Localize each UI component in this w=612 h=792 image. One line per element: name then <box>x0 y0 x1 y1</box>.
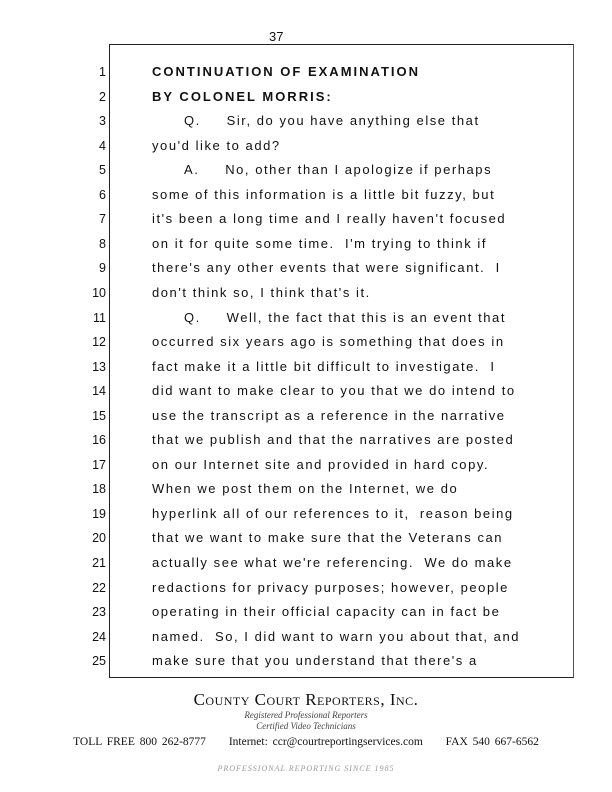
line-number: 16 <box>92 433 106 448</box>
line-number: 9 <box>99 261 106 276</box>
transcript-line: actually see what we're referencing. We do make <box>152 555 513 570</box>
line-number: 3 <box>99 114 106 129</box>
transcript-line: it's been a long time and I really haven't focused <box>152 211 507 227</box>
transcript-line: some of this information is a little bit fuzzy, but <box>152 186 496 202</box>
line-number: 25 <box>92 654 106 669</box>
transcript-line: don't think so, I think that's it. <box>152 284 371 300</box>
line-number: 14 <box>92 384 106 399</box>
transcript-line: operating in their official capacity can in fact be <box>152 604 501 620</box>
transcript-line: hyperlink all of our references to it, reason being <box>152 505 514 521</box>
page-number: 37 <box>266 30 286 44</box>
line-number: 5 <box>99 163 106 178</box>
transcript-line: use the transcript as a reference in the narrative <box>152 407 506 423</box>
line-number: 23 <box>92 605 106 620</box>
line-number: 8 <box>99 236 106 251</box>
line-number: 11 <box>93 310 106 325</box>
line-number: 18 <box>92 482 106 497</box>
tagline-1: Registered Professional Reporters <box>244 710 368 720</box>
transcript-line: there's any other events that were significant. I <box>152 260 501 276</box>
transcript-line: Q. Well, the fact that this is an event that <box>184 309 507 325</box>
line-number: 2 <box>99 89 106 104</box>
transcript-line: fact make it a little bit difficult to investigate. I <box>152 358 496 374</box>
toll-free: TOLL FREE 800 262-8777 <box>73 736 206 748</box>
line-number: 12 <box>92 335 106 350</box>
transcript-line: make sure that you understand that there's a <box>152 653 478 669</box>
tagline-2: Certified Video Technicians <box>256 721 356 731</box>
internet-email: Internet: ccr@courtreportingservices.com <box>228 736 423 748</box>
line-number: 24 <box>92 629 106 644</box>
footer-slogan: PROFESSIONAL REPORTING SINCE 1985 <box>217 764 395 773</box>
footer <box>0 690 612 773</box>
line-number: 21 <box>92 556 106 570</box>
line-number: 10 <box>92 285 106 300</box>
line-number: 13 <box>92 359 106 374</box>
transcript-line: on our Internet site and provided in hard copy. <box>152 456 490 472</box>
transcript-line: that we publish and that the narratives are posted <box>152 432 515 448</box>
transcript-line: you'd like to add? <box>152 137 281 153</box>
company-name: County Court Reporters, Inc. <box>193 690 419 709</box>
line-number: 1 <box>99 65 106 79</box>
transcript-line: CONTINUATION OF EXAMINATION <box>152 64 421 79</box>
line-number: 7 <box>99 212 106 227</box>
transcript-line: that we want to make sure that the Veterans can <box>152 530 504 546</box>
line-number: 4 <box>99 138 106 153</box>
transcript-line: on it for quite some time. I'm trying to think if <box>152 235 488 251</box>
line-number: 22 <box>92 580 106 595</box>
line-number: 15 <box>92 408 106 423</box>
transcript-line: BY COLONEL MORRIS: <box>152 88 333 104</box>
transcript-line: Q. Sir, do you have anything else that <box>184 113 480 129</box>
line-number: 6 <box>99 187 106 202</box>
line-number: 17 <box>92 457 106 472</box>
transcript-line: redactions for privacy purposes; however, people <box>152 579 509 595</box>
line-number: 20 <box>92 531 106 546</box>
transcript-line: occurred six years ago is something that does in <box>152 334 505 350</box>
transcript-line: When we post them on the Internet, we do <box>152 481 459 497</box>
transcript-line: did want to make clear to you that we do intend to <box>152 383 516 399</box>
fax: FAX 540 667-6562 <box>445 736 539 748</box>
transcript-line: named. So, I did want to warn you about that, and <box>152 628 521 644</box>
line-number: 19 <box>92 506 106 521</box>
contact-info <box>0 736 612 748</box>
transcript-line: A. No, other than I apologize if perhaps <box>184 162 493 178</box>
